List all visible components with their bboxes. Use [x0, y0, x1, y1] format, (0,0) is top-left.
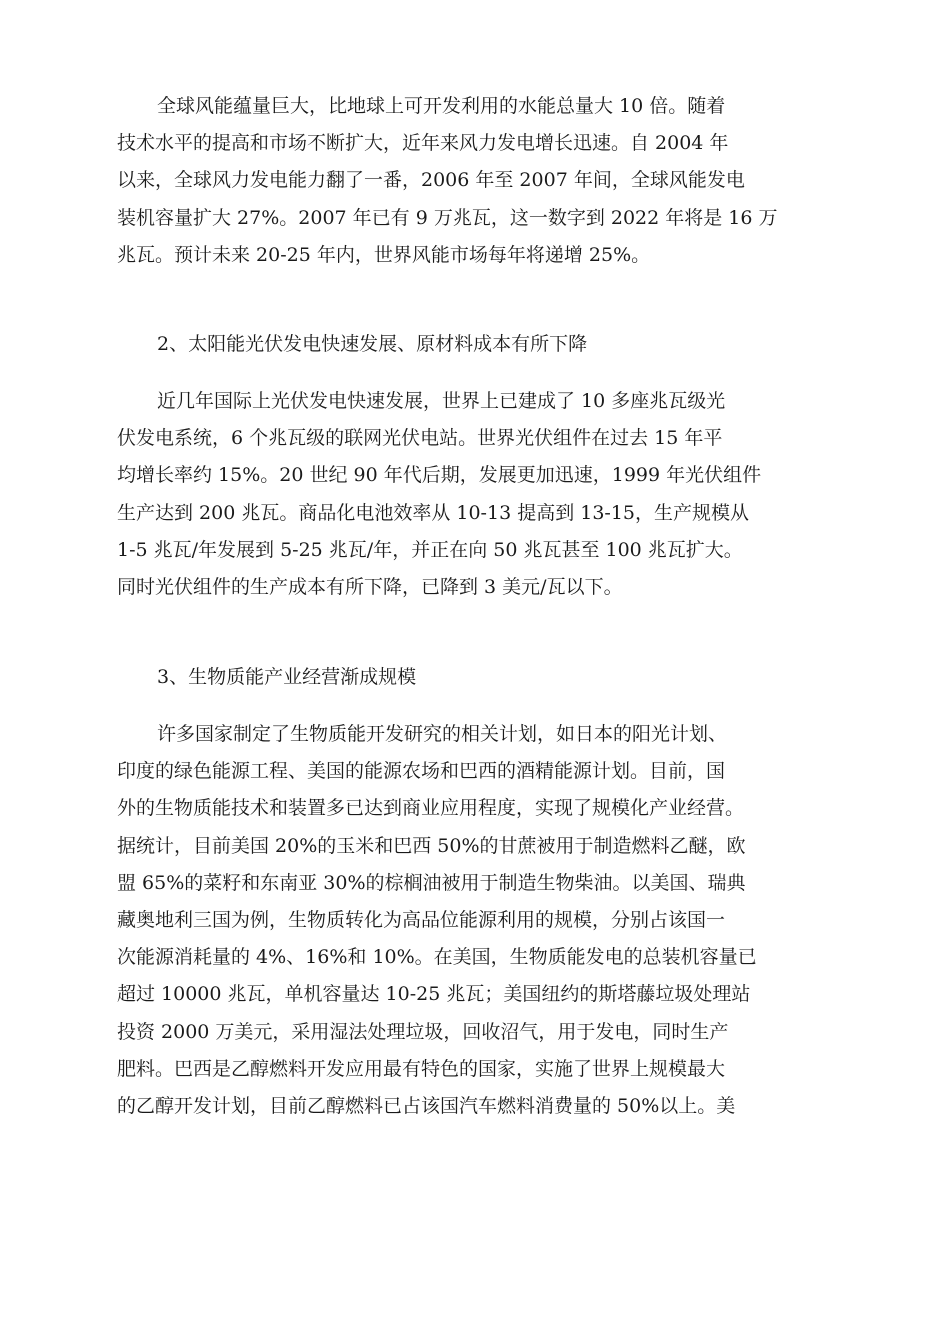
text-line: 生产达到 200 兆瓦。商品化电池效率从 10-13 提高到 13-15，生产规模从 — [117, 501, 750, 524]
paragraph-solar-energy — [117, 383, 837, 606]
text-line: 兆瓦。预计未来 20-25 年内，世界风能市场每年将递增 25%。 — [117, 243, 651, 266]
paragraph-biomass-energy — [117, 716, 837, 1125]
paragraph-wind-energy — [117, 88, 837, 274]
text-line: 投资 2000 万美元，采用湿法处理垃圾，回收沼气，用于发电，同时生产 — [117, 1020, 729, 1043]
text-line: 外的生物质能技术和装置多已达到商业应用程度，实现了规模化产业经营。 — [117, 797, 745, 820]
text-line: 的乙醇开发计划，目前乙醇燃料已占该国汽车燃料消费量的 50%以上。美 — [117, 1094, 736, 1117]
text-line: 均增长率约 15%。20 世纪 90 年代后期，发展更加迅速，1999 年光伏组件 — [117, 464, 762, 487]
text-line: 以来，全球风力发电能力翻了一番，2006 年至 2007 年间，全球风能发电 — [117, 169, 745, 192]
section-heading-biomass: 3、生物质能产业经营渐成规模 — [157, 666, 417, 688]
text-line: 许多国家制定了生物质能开发研究的相关计划，如日本的阳光计划、 — [157, 723, 728, 745]
text-line: 同时光伏组件的生产成本有所下降，已降到 3 美元/瓦以下。 — [117, 575, 623, 598]
text-line: 全球风能蕴量巨大，比地球上可开发利用的水能总量大 10 倍。随着 — [157, 95, 726, 117]
text-line: 超过 10000 兆瓦，单机容量达 10-25 兆瓦；美国纽约的斯塔藤垃圾处理站 — [117, 983, 751, 1006]
text-line: 次能源消耗量的 4%、16%和 10%。在美国，生物质能发电的总装机容量已 — [117, 946, 757, 969]
text-line: 伏发电系统，6 个兆瓦级的联网光伏电站。世界光伏组件在过去 15 年平 — [117, 427, 723, 450]
text-line: 近几年国际上光伏发电快速发展，世界上已建成了 10 多座兆瓦级光 — [157, 390, 726, 412]
text-line: 1-5 兆瓦/年发展到 5-25 兆瓦/年，并正在向 50 兆瓦甚至 100 兆瓦扩大。 — [117, 538, 743, 561]
text-line: 据统计，目前美国 20%的玉米和巴西 50%的甘蔗被用于制造燃料乙醚，欧 — [117, 834, 746, 857]
text-line: 盟 65%的菜籽和东南亚 30%的棕榈油被用于制造生物柴油。以美国、瑞典 — [117, 871, 746, 894]
text-line: 肥料。巴西是乙醇燃料开发应用最有特色的国家，实施了世界上规模最大 — [117, 1057, 726, 1080]
text-line: 技术水平的提高和市场不断扩大，近年来风力发电增长迅速。自 2004 年 — [117, 132, 729, 155]
section-heading-solar: 2、太阳能光伏发电快速发展、原材料成本有所下降 — [157, 333, 588, 355]
text-line: 印度的绿色能源工程、美国的能源农场和巴西的酒精能源计划。目前，国 — [117, 760, 726, 783]
text-line: 装机容量扩大 27%。2007 年已有 9 万兆瓦，这一数字到 2022 年将是 16 万 — [117, 206, 778, 229]
text-line: 藏奥地利三国为例，生物质转化为高品位能源利用的规模，分别占该国一 — [117, 908, 726, 931]
